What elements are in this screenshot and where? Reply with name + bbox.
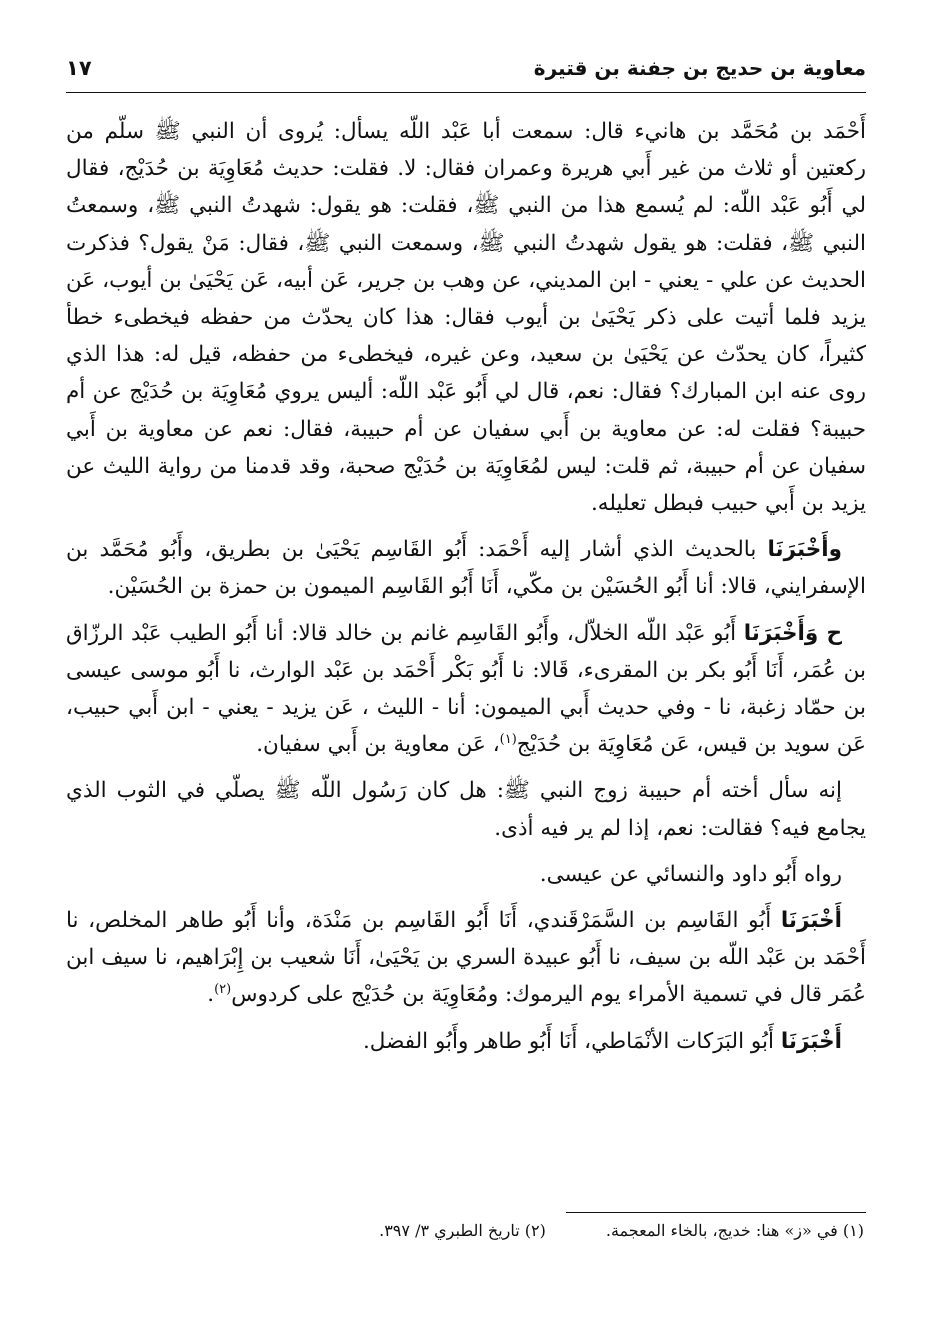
paragraph-7-text: أَبُو البَرَكات الأنْمَاطي، أَنَا أَبُو طاهر وأَبُو الفضل.	[362, 1028, 774, 1054]
paragraph-6-text: أَبُو القَاسِم بن السَّمَرْقَندي، أَنَا أَبُو القَاسِم بن مَنْدَة، وأنا أَبُو طاهر المخلص، نا أَحْمَد بن عَبْد اللّه بن سيف، نا أَبُو عبيدة السري بن يَحْيَىٰ، أَنَا شعيب بن إِبْرَاهيم، نا سيف ابن عُمَر قال في تسمية الأمراء يوم اليرموك: ومُعَاوِيَة بن حُدَيْج على كردوس	[66, 908, 866, 1008]
paragraph-3-tail: ، عَن معاوية بن أَبي سفيان.	[256, 732, 500, 758]
paragraph-1: أَحْمَد بن مُحَمَّد بن هانيء قال: سمعت أبا عَبْد اللّه يسأل: يُروى أن النبي ﷺ سلّم من ركعتين أو ثلاث من غير أَبي هريرة وعمران فقال: لا. فقلت: حديث مُعَاوِيَة بن حُدَيْج، فقال لي أَبُو عَبْد اللّه: لم يُسمع هذا من النبي ﷺ، فقلت: هو يقول: شهدتُ النبي ﷺ، وسمعتُ النبي ﷺ، فقلت: هو يقول شهدتُ النبي ﷺ، وسمعت النبي ﷺ، فقال: مَنْ يقول؟ فذكرت الحديث عن علي - يعني - ابن المديني، عن وهب بن جرير، عَن أبيه، عَن يَحْيَىٰ بن أيوب، عَن يزيد فلما أتيت على ذكر يَحْيَىٰ بن أيوب فقال: هذا كان يحدّث من حفظه فيخطىء خطأ كثيراً، كان يحدّث عن يَحْيَىٰ بن سعيد، وعن غيره، فيخطىء من حفظه، قيل له: هذا الذي روى عنه ابن المبارك؟ فقال: نعم، قال لي أَبُو عَبْد اللّه: أليس يروي مُعَاوِيَة بن حُدَيْج عن أم حبيبة؟ فقلت له: عن معاوية بن أَبي سفيان عن أم حبيبة، فقال: نعم عن معاوية بن أَبي سفيان عن أم حبيبة، ثم قلت: ليس لمُعَاوِيَة بن حُدَيْج صحبة، وقد قدمنا من رواية الليث عن يزيد بن أَبي حبيب فبطل تعليله.	[66, 119, 866, 517]
paragraph-5: رواه أَبُو داود والنسائي عن عيسى.	[539, 861, 842, 887]
paragraph-6-tail: .	[207, 982, 215, 1008]
paragraph-2	[66, 531, 866, 605]
page-number: ١٧	[66, 56, 92, 80]
running-title: معاوية بن حديج بن جفنة بن قتيرة	[533, 56, 866, 80]
footnote-row	[66, 1221, 866, 1240]
footnotes	[66, 1212, 866, 1240]
paragraph-4: إنه سأل أخته أم حبيبة زوج النبي ﷺ: هل كان رَسُول اللّه ﷺ يصلّي في الثوب الذي يجامع فيه؟ فقالت: نعم، إذا لم ير فيه أذى.	[66, 778, 866, 841]
footnote-2: (٢) تاريخ الطبري ٣/ ٣٩٧.	[379, 1221, 546, 1240]
paragraph-7	[66, 1023, 866, 1060]
paragraph-3-lead: ح وَأَخْبَرَنَا	[743, 620, 842, 646]
paragraph-2-text: بالحديث الذي أشار إليه أَحْمَد: أَبُو القَاسِم يَحْيَىٰ بن بطريق، وأَبُو مُحَمَّد بن الإسفرايني، قالا: أنا أَبُو الحُسَيْن بن مكّي، أَنَا أَبُو القَاسِم الميمون بن حمزة بن الحُسَيْن.	[66, 537, 866, 600]
paragraph-3	[66, 615, 866, 764]
page-header	[66, 56, 866, 93]
paragraph-6	[66, 902, 866, 1014]
footnote-ref-1: (١)	[499, 732, 517, 748]
footnote-divider	[566, 1212, 866, 1213]
book-page	[66, 56, 866, 1069]
paragraph-7-lead: أَخْبَرَنَا	[780, 1028, 842, 1054]
footnote-ref-2: (٢)	[214, 982, 232, 998]
footnote-1: (١) في «ز» هنا: خديج، بالخاء المعجمة.	[605, 1221, 864, 1240]
paragraph-3-text: أَبُو عَبْد اللّه الخلاّل، وأَبُو القَاسِم غانم بن خالد قالا: أنا أَبُو الطيب عَبْد الرزّاق بن عُمَر، أَنَا أَبُو بكر بن المقرىء، قَالا: نا أَبُو بَكْر أَحْمَد بن عَبْد الوارث، نا أَبُو موسى عيسى بن حمّاد زغبة، نا - وفي حديث أَبي الميمون: أنا - الليث ، عَن يزيد - يعني - ابن أَبي حبيب، عَن سويد بن قيس، عَن مُعَاوِيَة بن حُدَيْج	[66, 620, 866, 758]
page-body	[66, 113, 866, 1060]
paragraph-2-lead: وأَخْبَرَنَا	[767, 537, 842, 563]
paragraph-6-lead: أَخْبَرَنَا	[780, 908, 842, 934]
